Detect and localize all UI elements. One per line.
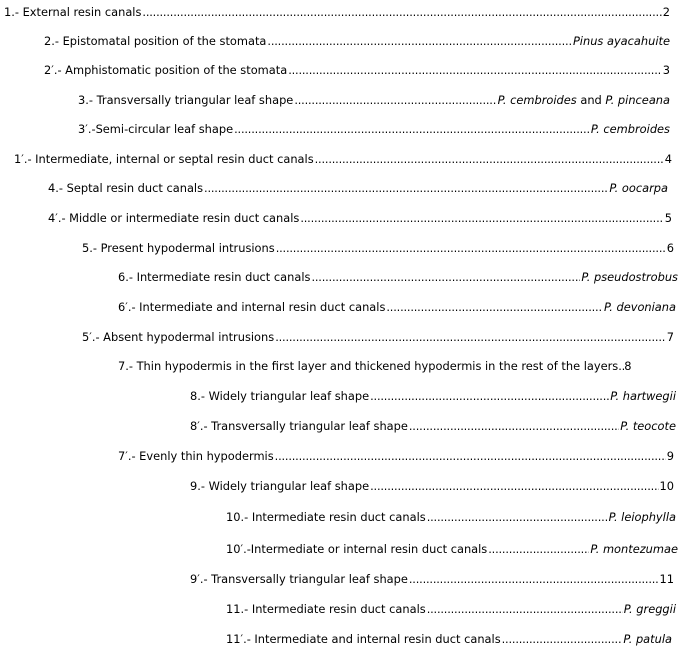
key-couplet [226,601,676,617]
couplet-text: 7′.- Evenly thin hypodermis [118,449,274,463]
dot-leader [142,4,661,20]
dot-leader [204,180,608,196]
couplet-text: 4′.- Middle or intermediate resin duct canals [48,211,300,225]
key-couplet [118,358,674,374]
couplet-result: 5 [664,211,672,225]
dot-leader [288,62,662,78]
key-couplet [226,509,676,525]
couplet-result: 8 [624,359,632,373]
dot-leader [234,121,590,137]
key-couplet [4,4,670,20]
key-couplet [190,571,674,587]
couplet-result: P. devoniana [603,300,676,314]
couplet-text: 6.- Intermediate resin duct canals [118,270,311,284]
couplet-text: 8.- Widely triangular leaf shape [190,389,370,403]
key-couplet [48,210,672,226]
key-couplet [82,329,674,345]
key-couplet [44,33,670,49]
couplet-result: P. oocarpa [609,181,668,195]
dot-leader [275,329,666,345]
couplet-text: 9.- Widely triangular leaf shape [190,479,370,493]
dot-leader [370,388,609,404]
couplet-text: 4.- Septal resin duct canals [48,181,204,195]
couplet-result: 10 [659,479,674,493]
couplet-text: 10′.-Intermediate or internal resin duct canals [226,542,488,556]
couplet-result [498,92,670,108]
couplet-result: P. patula [623,632,672,646]
dot-leader [370,478,658,494]
couplet-text: 11′.- Intermediate and internal resin duct canals [226,632,501,646]
key-couplet [118,269,678,285]
dot-leader [502,631,623,647]
couplet-result: P. cembroides [590,122,670,136]
couplet-text: 5′.- Absent hypodermal intrusions [82,330,275,344]
dot-leader [267,33,572,49]
dot-leader [300,210,663,226]
couplet-result: 9 [666,449,674,463]
couplet-result: P. hartwegii [610,389,676,403]
couplet-result: 6 [666,241,674,255]
key-couplet [226,541,678,557]
couplet-result: 4 [664,152,672,166]
couplet-result: 7 [666,330,674,344]
taxon-name: P. pinceana [605,93,670,107]
conjunction: and [576,93,606,107]
dot-leader [488,541,589,557]
dot-leader [409,571,659,587]
couplet-text: 10.- Intermediate resin duct canals [226,510,426,524]
dot-leader [427,509,608,525]
dot-leader [275,448,666,464]
couplet-result: P. montezumae [590,542,678,556]
key-couplet [78,92,670,108]
key-couplet [190,418,676,434]
couplet-text: 11.- Intermediate resin duct canals [226,602,426,616]
dot-leader [311,269,580,285]
couplet-text: 2′.- Amphistomatic position of the stomata [44,63,288,77]
couplet-result: P. greggii [623,602,676,616]
key-couplet [118,299,676,315]
key-couplet [14,151,672,167]
couplet-result: P. pseudostrobus [581,270,678,284]
couplet-text: 1.- External resin canals [4,5,142,19]
key-couplet [190,388,676,404]
couplet-text: 9′.- Transversally triangular leaf shape [190,572,408,586]
couplet-text: 2.- Epistomatal position of the stomata [44,34,267,48]
key-couplet [190,478,674,494]
dot-leader [386,299,603,315]
dot-leader [409,418,619,434]
dot-leader [294,92,496,108]
couplet-result: P. leiophylla [608,510,676,524]
dot-leader [315,151,664,167]
key-couplet [82,240,674,256]
key-couplet [226,631,672,647]
couplet-text: 1′.- Intermediate, internal or septal resin duct canals [14,152,314,166]
dot-leader [427,601,623,617]
couplet-text: 6′.- Intermediate and internal resin duct canals [118,300,386,314]
couplet-text: 7.- Thin hypodermis in the first layer and thickened hypodermis in the rest of the layers [118,359,619,373]
couplet-result: Pinus ayacahuite [572,34,670,48]
key-couplet [44,62,670,78]
couplet-result: 2 [662,5,670,19]
key-couplet [48,180,668,196]
couplet-text: 3′.-Semi-circular leaf shape [78,122,234,136]
couplet-result: 11 [659,572,674,586]
couplet-text: 5.- Present hypodermal intrusions [82,241,275,255]
dot-leader [276,240,666,256]
key-couplet [118,448,674,464]
couplet-text: 3.- Transversally triangular leaf shape [78,93,294,107]
key-couplet [78,121,670,137]
taxon-name: P. cembroides [497,93,577,107]
couplet-result: 3 [662,63,670,77]
couplet-text: 8′.- Transversally triangular leaf shape [190,419,408,433]
couplet-result: P. teocote [620,419,676,433]
